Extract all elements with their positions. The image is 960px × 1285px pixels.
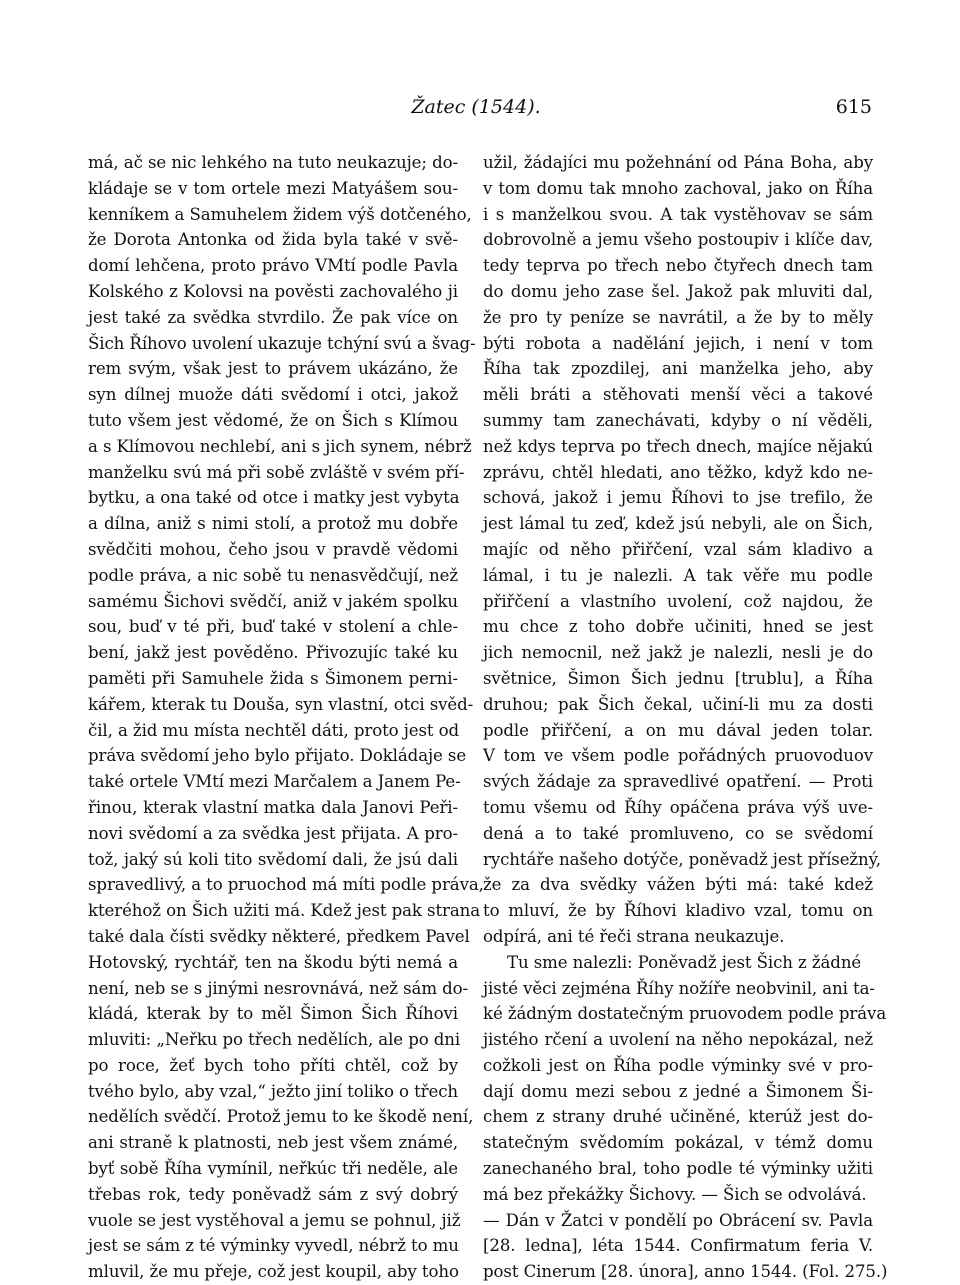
text-line: podle přiřčení, a on mu dával jeden tolar. [483,720,873,740]
text-line: [28. ledna], léta 1544. Confirmatum feria V. [483,1236,873,1256]
text-line: nedělích svědčí. Protož jemu to ke škodě není, [88,1107,474,1127]
text-line: tož, jaký sú koli tito svědomí dali, že jsú dali [88,849,458,869]
text-line: sou, buď v té při, buď také v stolení a chle- [88,617,458,637]
text-line: novi svědomí a za svědka jest přijata. A pro- [88,823,458,843]
text-line: že za dva svědky vážen býti má: také kdež [483,875,873,895]
text-line: jich nemocnil, než jakž je nalezli, nesli je do [483,643,873,663]
text-line: paměti při Samuhele žida s Šimonem perni- [88,668,458,688]
text-line: tedy teprva po třech nebo čtyřech dnech tam [483,256,873,276]
text-line: čil, a žid mu místa nechtěl dáti, proto jest od [88,720,460,740]
text-line: podle práva, a nic sobě tu nenasvědčují, než [88,565,458,585]
text-line: cožkoli jest on Říha podle výminky své v pro- [483,1055,873,1075]
text-line: světnice, Šimon Šich jednu [trublu], a Říha [483,668,873,688]
text-line: dají domu mezi sebou z jedné a Šimonem Ši- [483,1081,873,1101]
text-line: byť sobě Říha vymínil, neřkúc tři neděle, ale [88,1159,458,1179]
text-line: ani straně k platnosti, neb jest všem známé, [88,1133,458,1153]
text-line: summy tam zanechávati, kdyby o ní věděli, [483,410,873,430]
text-line: manželku svú má při sobě zvláště v svém pří- [88,462,465,482]
text-line: bení, jakž jest pověděno. Přivozujíc také ku [88,643,458,663]
right-text-column [483,150,888,1285]
text-line: Šich Říhovo uvolení ukazuje tchýní svú a švag- [88,333,476,353]
text-line: mu chce z toho dobře učiniti, hned se jest [483,617,873,637]
text-line: práva svědomí jeho bylo přijato. Dokládaje se [88,746,467,766]
text-line: to mluví, že by Říhovi kladivo vzal, tomu on [483,901,873,921]
text-line: dená a to také promluveno, co se svědomí [483,823,873,843]
text-line: do domu jeho zase šel. Jakož pak mluviti dal, [483,281,873,301]
text-line: schová, jakož i jemu Říhovi to jse trefilo, že [483,488,873,508]
text-line: kteréhož on Šich užiti má. Kdež jest pak strana [88,901,481,921]
text-line: třebas rok, tedy poněvadž sám z svý dobrý [88,1184,458,1204]
text-line: jistého rčení a uvolení na něho nepokázal, než [483,1030,873,1050]
text-line: po roce, žeť bych toho příti chtěl, což by [88,1055,458,1075]
text-line: vuole se jest vystěhoval a jemu se pohnul, již [88,1210,461,1230]
left-text-column [88,150,484,1285]
text-line: také dala čísti svědky některé, předkem Pavel [88,926,470,946]
text-line: řinou, kterak vlastní matka dala Janovi Peři- [88,797,458,817]
text-line: ké žádným dostatečným pruovodem podle práva [483,1004,887,1024]
text-line: spravedlivý, a to pruochod má míti podle práva, [88,875,484,895]
text-line: kenníkem a Samuhelem židem výš dotčeného, [88,204,472,224]
text-line: v tom domu tak mnoho zachoval, jako on Říha [483,178,873,198]
text-line: jest lámal tu zeď, kdež jsú nebyli, ale on Šich, [483,514,873,534]
text-line: Hotovský, rychtář, ten na škodu býti nemá a [88,952,458,972]
text-line: mluviti: „Neřku po třech nedělích, ale po dni [88,1030,461,1050]
text-line: kládá, kterak by to měl Šimon Šich Říhovi [88,1004,458,1024]
text-line: má, ač se nic lehkého na tuto neukazuje; do- [88,153,458,172]
text-line: Tu sme nalezli: Poněvadž jest Šich z žádné [507,952,862,972]
text-line: zprávu, chtěl hledati, ano těžko, když kdo ne- [483,462,873,482]
text-line: a s Klímovou nechlebí, ani s jich synem, nébrž [88,436,472,456]
text-line: tvého bylo, aby vzal,“ ježto jiní toliko o třech [88,1081,458,1101]
text-line: jisté věci zejména Říhy nožíře neobvinil, ani ta- [483,978,875,998]
text-line: kládaje se v tom ortele mezi Matyášem sou- [88,178,458,198]
text-line: — Dán v Žatci v pondělí po Obrácení sv. Pavla [483,1210,873,1230]
text-line: že pro ty peníze se navrátil, a že by to měly [483,307,873,327]
text-line: má bez překážky Šichovy. — Šich se odvolává. [483,1184,867,1204]
text-line: Kolského z Kolovsi na pověsti zachovalého ji [88,281,458,301]
text-line: syn dílnej muože dáti svědomí i otci, jakož [88,385,458,405]
text-line: dobrovolně a jemu všeho postoupiv i klíče dav, [483,230,873,250]
text-line: i s manželkou svou. A tak vystěhovav se sám [483,204,873,224]
text-line: měli bráti a stěhovati menší věci a takové [483,385,873,405]
text-line: chem z strany druhé učiněné, kterúž jest do- [483,1107,873,1127]
text-line: zanechaného bral, toho podle té výminky užiti [483,1159,873,1179]
text-line: než kdys teprva po třech dnech, majíce nějakú [483,436,873,456]
text-line: V tom ve všem podle pořádných pruovoduov [483,746,873,766]
text-line: rychtáře našeho dotýče, poněvadž jest přísežný, [483,849,881,869]
text-line: a dílna, aniž s nimi stolí, a protož mu dobře [88,514,458,534]
text-line: domí lehčena, proto právo VMtí podle Pavla [88,256,458,276]
text-line: rem svým, však jest to právem ukázáno, že [88,359,458,379]
running-title: Žatec (1544). [411,96,541,118]
text-line: svých žádaje za spravedlivé opatření. — Proti [483,772,873,792]
text-line: lámal, i tu je nalezli. A tak věře mu podle [483,565,873,585]
text-line: není, neb se s jinými nesrovnává, než sám do- [88,978,469,998]
text-line: jest také za svědka stvrdilo. Že pak více on [88,307,458,327]
text-line: přiřčení a vlastního uvolení, což najdou, že [483,591,873,611]
text-line: bytku, a ona také od otce i matky jest vybyta [88,488,460,508]
text-line: tuto všem jest vědomé, že on Šich s Klímou [88,410,458,430]
page-header [80,96,872,126]
text-line: že Dorota Antonka od žida byla také v svě- [88,230,458,250]
text-line: svědčiti mohou, čeho jsou v pravdě vědomi [88,539,458,559]
text-line: druhou; pak Šich čekal, učiní-li mu za dosti [483,694,873,714]
page-number: 615 [835,96,872,118]
text-line: samému Šichovi svědčí, aniž v jakém spolku [88,591,458,611]
text-line: post Cinerum [28. února], anno 1544. (Fol. 275.) [483,1262,888,1282]
text-line: statečným svědomím pokázal, v témž domu [483,1133,873,1153]
text-line: jest se sám z té výminky vyvedl, nébrž to mu [88,1236,459,1256]
text-line: Říha tak zpozdilej, ani manželka jeho, aby [483,359,873,379]
text-line: mluvil, že mu přeje, což jest koupil, aby toho [88,1262,459,1282]
text-line: býti robota a nadělání jejich, i není v tom [483,333,873,353]
text-line: odpírá, ani té řeči strana neukazuje. [483,926,785,946]
text-line: tomu všemu od Říhy opáčena práva výš uve- [483,797,873,817]
text-line: majíc od něho přiřčení, vzal sám kladivo a [483,539,873,559]
text-line: užil, žádajíci mu požehnání od Pána Boha, aby [483,153,873,172]
text-line: také ortele VMtí mezi Marčalem a Janem Pe- [88,772,461,792]
text-line: kářem, kterak tu Douša, syn vlastní, otci svěd- [88,694,474,714]
